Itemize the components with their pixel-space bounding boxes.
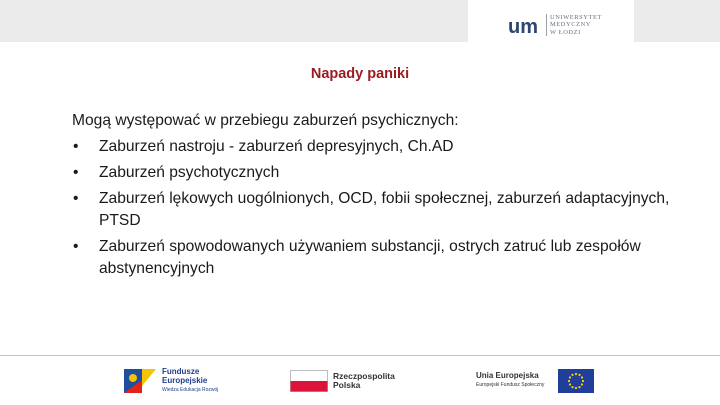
bullet-item (72, 162, 672, 184)
poland-label: Rzeczpospolita Polska (333, 371, 395, 390)
footer-divider (0, 355, 720, 356)
university-name-line: W ŁODZI (550, 28, 581, 36)
bullet-text: Zaburzeń spowodowanych używaniem substancji, ostrych zatruć lub zespołów abstynencyjnych (99, 238, 641, 277)
bullet-icon: • (73, 190, 79, 207)
intro-text: Mogą występować w przebiegu zaburzeń psychicznych: (72, 112, 459, 129)
bullet-icon: • (73, 164, 79, 181)
bullet-item (72, 188, 672, 232)
polish-flag-icon (290, 370, 328, 392)
slide-title: Napady paniki (310, 66, 410, 82)
um-logo-icon (508, 15, 540, 37)
bullet-item (72, 136, 672, 158)
um-logo-text: um (508, 16, 538, 37)
bullet-text: Zaburzeń lękowych uogólnionych, OCD, fobii społecznej, zaburzeń adaptacyjnych, PTSD (99, 190, 670, 229)
university-name-line: MEDYCZNY (550, 21, 592, 29)
university-name-line: UNIWERSYTET (550, 14, 603, 21)
bullet-icon: • (73, 238, 79, 255)
slide-body (72, 108, 672, 280)
eu-flag-icon (558, 369, 594, 393)
eu-label: Unia Europejska Europejski Fundusz Społeczny (476, 371, 545, 388)
bullet-icon: • (73, 138, 79, 155)
bullet-item (72, 236, 672, 280)
bullet-text: Zaburzeń nastroju - zaburzeń depresyjnych, Ch.AD (99, 138, 454, 155)
european-funds-icon (120, 366, 158, 396)
university-name (546, 14, 630, 36)
bullet-text: Zaburzeń psychotycznych (99, 164, 280, 181)
european-funds-label: Fundusze Europejskie Wiedza Edukacja Rozwój (162, 367, 219, 393)
